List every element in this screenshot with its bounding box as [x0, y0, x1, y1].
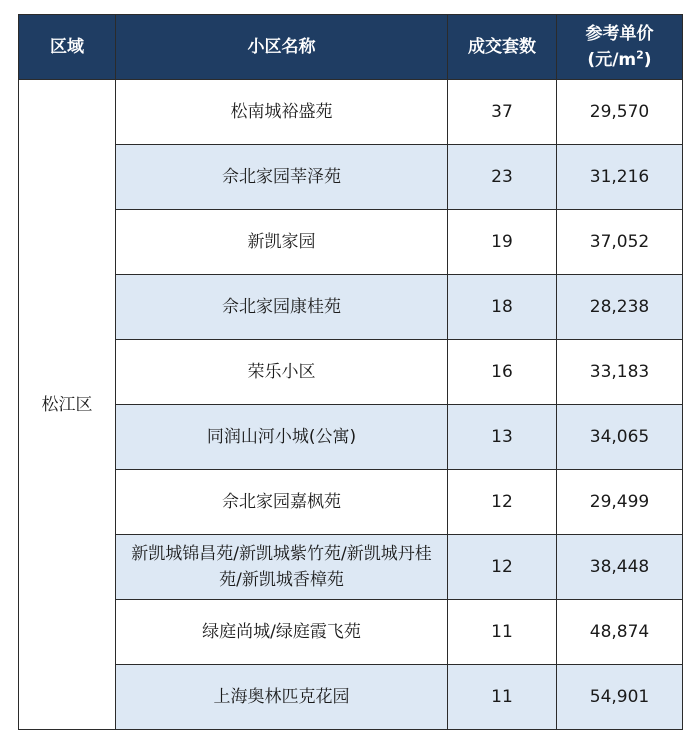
community-name: 荣乐小区 [116, 340, 448, 405]
table-row [19, 600, 683, 665]
deal-count: 11 [448, 665, 557, 730]
deal-count: 16 [448, 340, 557, 405]
deal-count: 37 [448, 80, 557, 145]
community-name: 佘北家园嘉枫苑 [116, 470, 448, 535]
unit-price: 48,874 [557, 600, 683, 665]
community-name: 上海奥林匹克花园 [116, 665, 448, 730]
deal-count: 23 [448, 145, 557, 210]
table-row [19, 340, 683, 405]
table-row [19, 665, 683, 730]
unit-price: 31,216 [557, 145, 683, 210]
deal-count: 13 [448, 405, 557, 470]
community-name: 同润山河小城(公寓) [116, 405, 448, 470]
unit-price: 28,238 [557, 275, 683, 340]
header-deals: 成交套数 [448, 15, 557, 80]
unit-price: 37,052 [557, 210, 683, 275]
unit-price: 29,499 [557, 470, 683, 535]
deal-count: 12 [448, 535, 557, 600]
header-price-label: 参考单价 [585, 24, 654, 44]
header-price [557, 15, 683, 80]
table-row [19, 145, 683, 210]
deal-count: 11 [448, 600, 557, 665]
table-row [19, 210, 683, 275]
deal-count: 18 [448, 275, 557, 340]
deal-count: 19 [448, 210, 557, 275]
deal-count: 12 [448, 470, 557, 535]
unit-price: 38,448 [557, 535, 683, 600]
community-name: 佘北家园康桂苑 [116, 275, 448, 340]
unit-price: 29,570 [557, 80, 683, 145]
header-row [19, 15, 683, 80]
table-row [19, 405, 683, 470]
community-name: 新凯家园 [116, 210, 448, 275]
table-row [19, 470, 683, 535]
community-name: 绿庭尚城/绿庭霞飞苑 [116, 600, 448, 665]
community-name: 佘北家园莘泽苑 [116, 145, 448, 210]
header-community: 小区名称 [116, 15, 448, 80]
transaction-table [18, 14, 683, 730]
header-region: 区域 [19, 15, 116, 80]
table-row [19, 275, 683, 340]
table-row [19, 535, 683, 600]
community-name: 新凯城锦昌苑/新凯城紫竹苑/新凯城丹桂苑/新凯城香樟苑 [116, 535, 448, 600]
region-cell: 松江区 [19, 80, 116, 730]
header-price-unit: (元$/m^2$) [587, 48, 652, 70]
unit-price: 34,065 [557, 405, 683, 470]
unit-price: 33,183 [557, 340, 683, 405]
table-row [19, 80, 683, 145]
unit-price: 54,901 [557, 665, 683, 730]
community-name: 松南城裕盛苑 [116, 80, 448, 145]
